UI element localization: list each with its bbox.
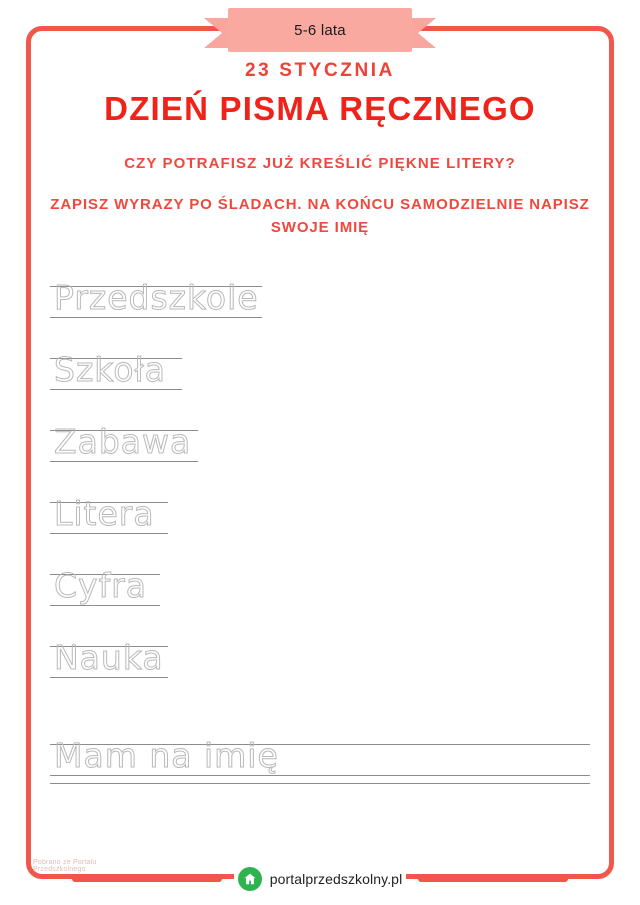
tracing-word: Nauka xyxy=(54,638,164,677)
tracing-row[interactable] xyxy=(50,488,590,560)
tracing-rows xyxy=(50,272,590,802)
house-icon xyxy=(238,867,262,891)
tracing-word: Przedszkole xyxy=(54,278,259,317)
tracing-row[interactable] xyxy=(50,272,590,344)
age-label: 5-6 lata xyxy=(294,21,346,39)
tracing-word: Mam na imię xyxy=(54,736,279,775)
brand-label: portalprzedszkolny.pl xyxy=(269,871,403,887)
age-ribbon xyxy=(0,8,640,58)
tracing-word: Szkoła xyxy=(54,350,166,389)
tracing-row[interactable] xyxy=(50,560,590,632)
instruction-question: CZY POTRAFISZ JUŻ KREŚLIĆ PIĘKNE LITERY? xyxy=(124,155,516,172)
tracing-word: Cyfra xyxy=(54,566,147,605)
instructions xyxy=(46,155,594,239)
rule-bottom xyxy=(50,389,182,390)
rule-bottom xyxy=(50,317,262,318)
rule-bottom xyxy=(50,461,198,462)
tracing-word: Zabawa xyxy=(54,422,192,461)
rule-bottom xyxy=(50,605,160,606)
tracing-row[interactable] xyxy=(50,344,590,416)
rule-bottom xyxy=(50,775,590,776)
footer xyxy=(0,862,640,896)
page-title: DZIEŃ PISMA RĘCZNEGO xyxy=(104,90,536,127)
heading-block xyxy=(26,60,614,128)
tracing-word: Litera xyxy=(54,494,155,533)
date-line: 23 STYCZNIA xyxy=(244,60,395,81)
footer-bar-right xyxy=(418,876,568,882)
brand[interactable] xyxy=(234,867,407,891)
rule-bottom xyxy=(50,533,168,534)
rule-extra xyxy=(50,783,590,784)
ribbon-center xyxy=(228,8,412,52)
instruction-body: ZAPISZ WYRAZY PO ŚLADACH. NA KOŃCU SAMODZIELNIE NAPISZ SWOJE IMIĘ xyxy=(50,196,590,236)
tracing-row[interactable] xyxy=(50,632,590,704)
rule-bottom xyxy=(50,677,168,678)
footer-bar-left xyxy=(72,876,222,882)
watermark: Pobrano ze Portalu Przedszkolnego xyxy=(33,859,97,873)
tracing-row-name[interactable] xyxy=(50,730,590,802)
tracing-row[interactable] xyxy=(50,416,590,488)
